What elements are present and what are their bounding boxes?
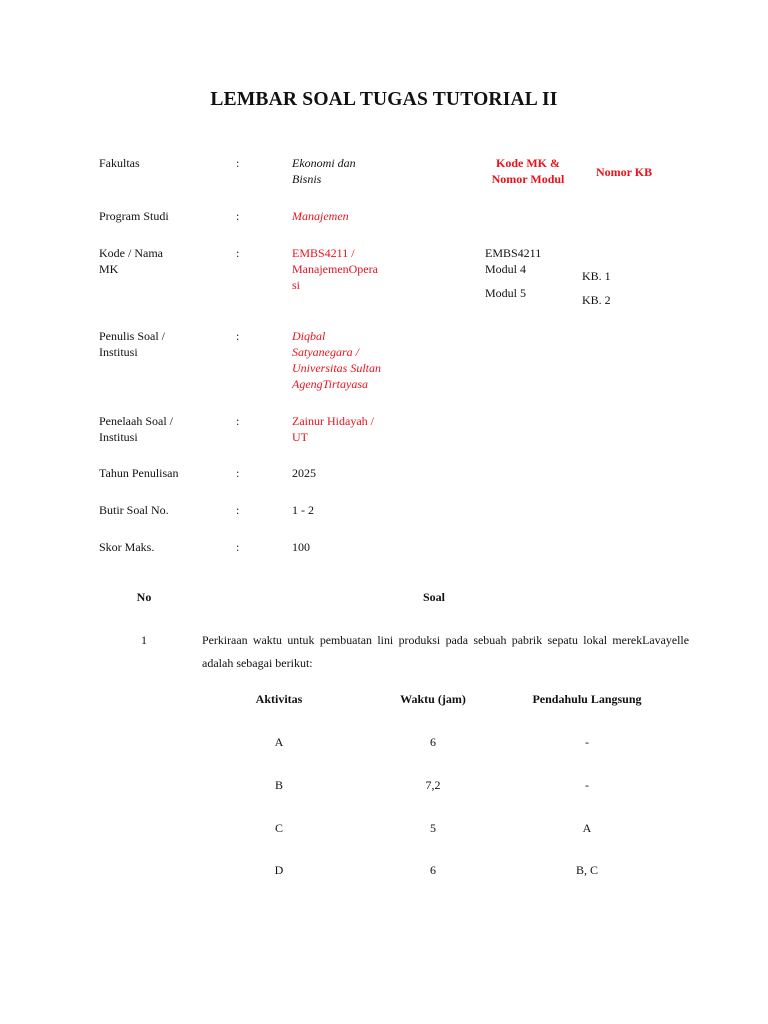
activity-row-a-pendahulu: - (585, 735, 589, 749)
penulis-label-line2: Institusi (99, 345, 138, 359)
fakultas-value-line2: Bisnis (292, 172, 322, 186)
fakultas-colon: : (236, 156, 240, 170)
activity-row-a-aktivitas: A (274, 735, 284, 749)
activity-header-pendahulu: Pendahulu Langsung (532, 692, 642, 706)
penulis-label-line1: Penulis Soal / (99, 329, 166, 343)
penelaah-label-line1: Penelaah Soal / (99, 414, 173, 428)
penelaah-value-line1: Zainur Hidayah / (292, 414, 374, 428)
activity-row-b-aktivitas: B (274, 778, 283, 792)
penulis-value-line2: Satyanegara / (292, 345, 359, 359)
question-header-no: No (136, 590, 152, 604)
modul-4: Modul 4 (485, 262, 527, 276)
kode-value-line3: si (292, 278, 301, 292)
kb-1: KB. 1 (582, 269, 611, 283)
fakultas-label: Fakultas (99, 156, 140, 170)
nomor-kb-header: Nomor KB (596, 165, 653, 179)
activity-row-d-pendahulu: B, C (575, 863, 598, 877)
penulis-value-line4: AgengTirtayasa (292, 377, 369, 391)
prodi-value: Manajemen (292, 209, 349, 223)
skor-colon: : (236, 540, 240, 554)
question-1-text-line2: adalah sebagai berikut: (202, 656, 313, 670)
skor-label: Skor Maks. (99, 540, 155, 554)
penelaah-colon: : (236, 414, 240, 428)
activity-row-a-waktu: 6 (430, 735, 436, 749)
page-title: LEMBAR SOAL TUGAS TUTORIAL II (210, 89, 558, 110)
fakultas-value-line1: Ekonomi dan (292, 156, 356, 170)
kode-value-line2: ManajemenOpera (292, 262, 378, 276)
activity-header-aktivitas: Aktivitas (255, 692, 303, 706)
kode-mk-header-line1: Kode MK & (496, 156, 560, 170)
activity-row-b-pendahulu: - (585, 778, 589, 792)
butir-label: Butir Soal No. (99, 503, 169, 517)
tahun-label: Tahun Penulisan (99, 466, 179, 480)
penelaah-value-line2: UT (292, 430, 308, 444)
penulis-colon: : (236, 329, 240, 343)
kode-mk-value: EMBS4211 (485, 246, 542, 260)
tahun-value: 2025 (292, 466, 316, 480)
prodi-label: Program Studi (99, 209, 169, 223)
tahun-colon: : (236, 466, 240, 480)
kode-label-line2: MK (99, 262, 119, 276)
penelaah-label-line2: Institusi (99, 430, 138, 444)
kode-label-line1: Kode / Nama (99, 246, 163, 260)
activity-row-c-aktivitas: C (274, 821, 283, 835)
penulis-value-line1: Diqbal (292, 329, 326, 343)
butir-colon: : (236, 503, 240, 517)
kb-2: KB. 2 (582, 293, 611, 307)
modul-5: Modul 5 (485, 286, 527, 300)
butir-value: 1 - 2 (292, 503, 314, 517)
activity-row-d-waktu: 6 (430, 863, 436, 877)
penulis-value-line3: Universitas Sultan (292, 361, 381, 375)
activity-row-b-waktu: 7,2 (425, 778, 441, 792)
skor-value: 100 (292, 540, 310, 554)
activity-header-waktu: Waktu (jam) (400, 692, 466, 706)
kode-colon: : (236, 246, 240, 260)
question-1-number: 1 (141, 633, 147, 647)
kode-mk-header-line2: Nomor Modul (491, 172, 565, 186)
activity-row-c-waktu: 5 (430, 821, 436, 835)
activity-row-d-aktivitas: D (274, 863, 284, 877)
prodi-colon: : (236, 209, 240, 223)
question-header-soal: Soal (422, 590, 445, 604)
question-1-text-line1: Perkiraan waktu untuk pembuatan lini produksi pada sebuah pabrik sepatu lokal merekLavayelle (202, 633, 690, 647)
kode-value-line1: EMBS4211 / (292, 246, 355, 260)
activity-row-c-pendahulu: A (582, 821, 592, 835)
